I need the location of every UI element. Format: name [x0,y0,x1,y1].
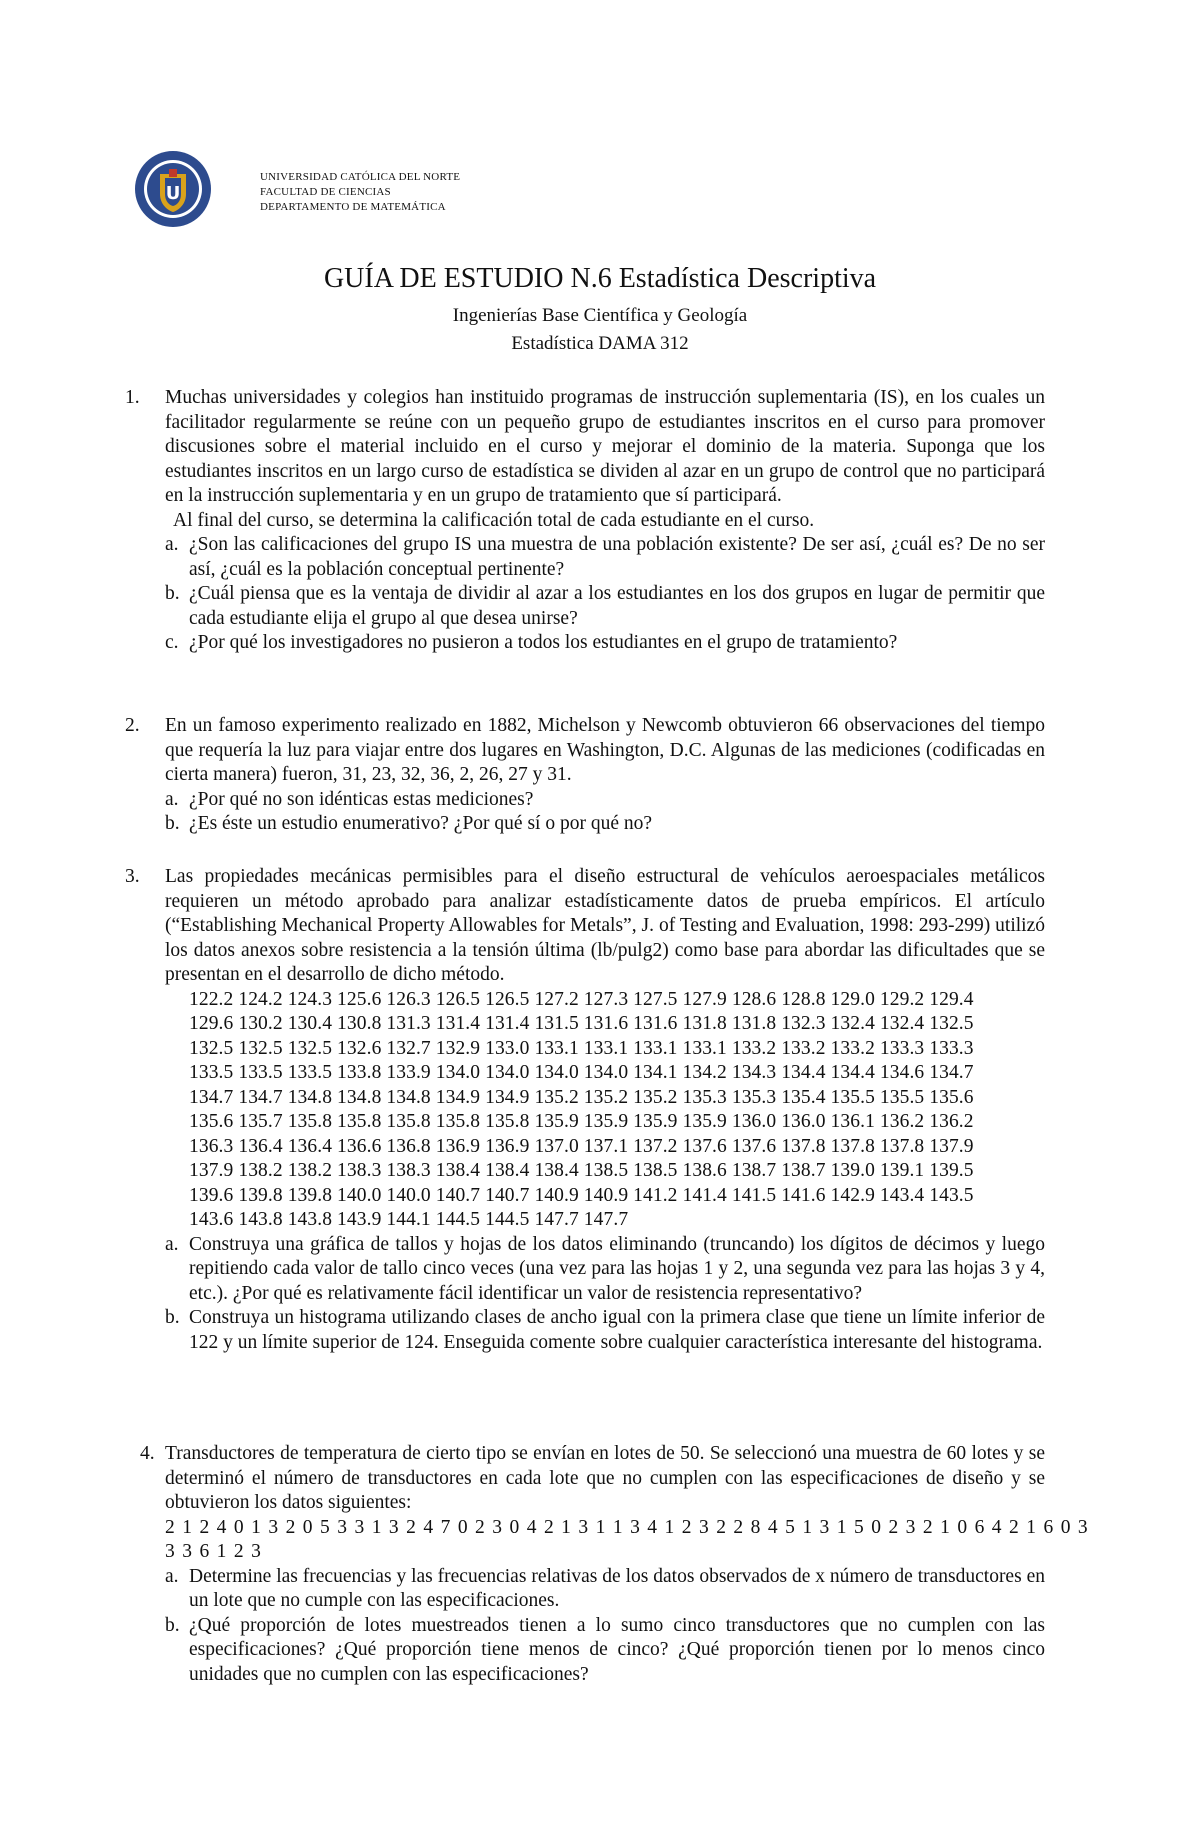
question-3 [125,865,1045,1355]
institution-line: FACULTAD DE CIENCIAS [260,186,391,198]
item-label: b. [165,1614,180,1636]
item-label: a. [165,1233,179,1255]
item-label: a. [165,788,179,810]
university-seal-icon [134,150,212,228]
question-item-c [165,631,1045,656]
item-label: c. [165,632,179,653]
question-intro: Las propiedades mecánicas permisibles para el diseño estructural de vehículos aeroespaciales metálicos requieren un método aprobado para analizar estadísticamente datos de prueba empíricos. El artículo (“Establishing Mechanical Property Allowables for Metals”, J. of Testing and Evaluation, 1998: 293-299) utilizó los datos anexos sobre resistencia a la tensión última (lb/pulg2) como base para abordar las dificultades que se presentan en el desarrollo de dicho método. [165,866,1045,985]
data-row: 132.5 132.5 132.5 132.6 132.7 132.9 133.0 133.1 133.1 133.1 133.1 133.2 133.2 133.2 133.3 133.3 [189,1037,974,1059]
item-text: Construya una gráfica de tallos y hojas de los datos eliminando (truncando) los dígitos de décimos y luego repitiendo cada valor de tallo cinco veces (una vez para las hojas 1 y 2, una segunda vez para las hojas 3 y 4, etc.). ¿Por qué es relativamente fácil identificar un valor de resistencia representativo? [189,1233,1045,1304]
item-text: ¿Es éste un estudio enumerativo? ¿Por qué sí o por qué no? [189,813,653,834]
question-number: 3. [125,866,140,887]
question-intro: En un famoso experimento realizado en 1882, Michelson y Newcomb obtuvieron 66 observaciones del tiempo que requería la luz para viajar entre dos lugares en Washington, D.C. Algunas de las mediciones (codificadas en cierta manera) fueron, 31, 23, 32, 36, 2, 26, 27 y 31. [165,715,1045,785]
data-row: 139.6 139.8 139.8 140.0 140.0 140.7 140.7 140.9 140.9 141.2 141.4 141.5 141.6 142.9 143.4 143.5 [189,1184,974,1206]
question-item-b [165,812,1045,837]
data-row: 2 1 2 4 0 1 3 2 0 5 3 3 1 3 2 4 7 0 2 3 0 4 2 1 3 1 1 3 4 1 2 3 2 2 8 4 5 1 3 1 5 0 2 3 2 1 0 6 4 2 1 6 0 3 [165,1516,1088,1538]
item-label: b. [165,583,180,604]
page-subtitle: Ingenierías Base Científica y Geología [452,305,748,326]
question-item-b [165,1614,1045,1688]
item-text: ¿Son las calificaciones del grupo IS una muestra de una población existente? De ser así, ¿cuál es? De no ser así, ¿cuál es la población conceptual pertinente? [189,534,1045,580]
institution-block [260,170,460,215]
item-text: ¿Por qué los investigadores no pusieron a todos los estudiantes en el grupo de tratamiento? [189,632,898,653]
data-table [189,988,1045,1233]
svg-text:U: U [165,183,181,204]
data-table [165,1516,1088,1565]
question-intro: Muchas universidades y colegios han instituido programas de instrucción suplementaria (IS), en los cuales un facilitador regularmente se reúne con un pequeño grupo de estudiantes inscritos en el curso para promover discusiones sobre el material incluido en el curso y mejorar el dominio de la materia. Suponga que los estudiantes inscritos en un largo curso de estadística se dividen al azar en un grupo de control que no participará en la instrucción suplementaria y en un grupo de tratamiento que sí participará. [165,387,1045,506]
page-title: GUÍA DE ESTUDIO N.6 Estadística Descriptiva [323,263,877,294]
institution-line: UNIVERSIDAD CATÓLICA DEL NORTE [260,171,461,183]
item-label: a. [165,1565,179,1587]
question-1 [125,386,1045,656]
data-row: 3 3 6 1 2 3 [165,1541,262,1562]
item-label: b. [165,1307,180,1328]
data-row: 136.3 136.4 136.4 136.6 136.8 136.9 136.9 137.0 137.1 137.2 137.6 137.6 137.8 137.8 137.8 137.9 [189,1135,974,1157]
question-item-a [165,788,1045,813]
item-label: a. [165,534,179,555]
question-item-a [165,1565,1045,1614]
question-intro: Transductores de temperatura de cierto tipo se envían en lotes de 50. Se seleccionó una muestra de 60 lotes y se determinó el número de transductores en cada lote que no cumplen con las especificaciones de diseño y se obtuvieron los datos siguientes: [165,1443,1045,1513]
item-text: Determine las frecuencias y las frecuencias relativas de los datos observados de x número de transductores en un lote que no cumple con las especificaciones. [189,1565,1045,1611]
question-item-b [165,582,1045,631]
question-2 [125,714,1045,837]
data-row: 129.6 130.2 130.4 130.8 131.3 131.4 131.4 131.5 131.6 131.6 131.8 131.8 132.3 132.4 132.4 132.5 [189,1013,974,1034]
data-row: 133.5 133.5 133.5 133.8 133.9 134.0 134.0 134.0 134.0 134.1 134.2 134.3 134.4 134.4 134.6 134.7 [189,1062,974,1083]
item-text: ¿Cuál piensa que es la ventaja de dividir al azar a los estudiantes en los dos grupos en lugar de permitir que cada estudiante elija el grupo al que desea unirse? [189,583,1045,629]
question-4 [125,1442,1088,1687]
data-row: 143.6 143.8 143.8 143.9 144.1 144.5 144.5 147.7 147.7 [189,1209,629,1230]
institution-line: DEPARTAMENTO DE MATEMÁTICA [260,201,446,213]
course-code: Estadística DAMA 312 [511,333,689,354]
item-text: ¿Por qué no son idénticas estas mediciones? [189,788,534,810]
question-item-a [165,533,1045,582]
data-row: 137.9 138.2 138.2 138.3 138.3 138.4 138.4 138.4 138.5 138.5 138.6 138.7 138.7 139.0 139.1 139.5 [189,1160,974,1181]
question-number: 1. [125,387,140,408]
item-text: Construya un histograma utilizando clases de ancho igual con la primera clase que tiene un límite inferior de 122 y un límite superior de 124. Enseguida comente sobre cualquier característica interesante del histograma. [189,1307,1045,1353]
question-item-b [165,1306,1045,1355]
question-note: Al final del curso, se determina la calificación total de cada estudiante en el curso. [173,509,815,531]
question-number: 4. [140,1443,155,1464]
question-item-a [165,1233,1045,1307]
university-logo [134,150,212,228]
data-row: 135.6 135.7 135.8 135.8 135.8 135.8 135.8 135.9 135.9 135.9 135.9 136.0 136.0 136.1 136.2 136.2 [189,1111,974,1132]
question-number: 2. [125,715,140,736]
data-row: 134.7 134.7 134.8 134.8 134.8 134.9 134.9 135.2 135.2 135.2 135.3 135.3 135.4 135.5 135.5 135.6 [189,1086,974,1108]
item-label: b. [165,813,180,834]
data-row: 122.2 124.2 124.3 125.6 126.3 126.5 126.5 127.2 127.3 127.5 127.9 128.6 128.8 129.0 129.2 129.4 [189,988,974,1010]
item-text: ¿Qué proporción de lotes muestreados tienen a lo sumo cinco transductores que no cumplen con las especificaciones? ¿Qué proporción tiene menos de cinco? ¿Qué proporción tienen por lo menos cinco unidades que no cumplen con las especificaciones? [189,1614,1045,1685]
